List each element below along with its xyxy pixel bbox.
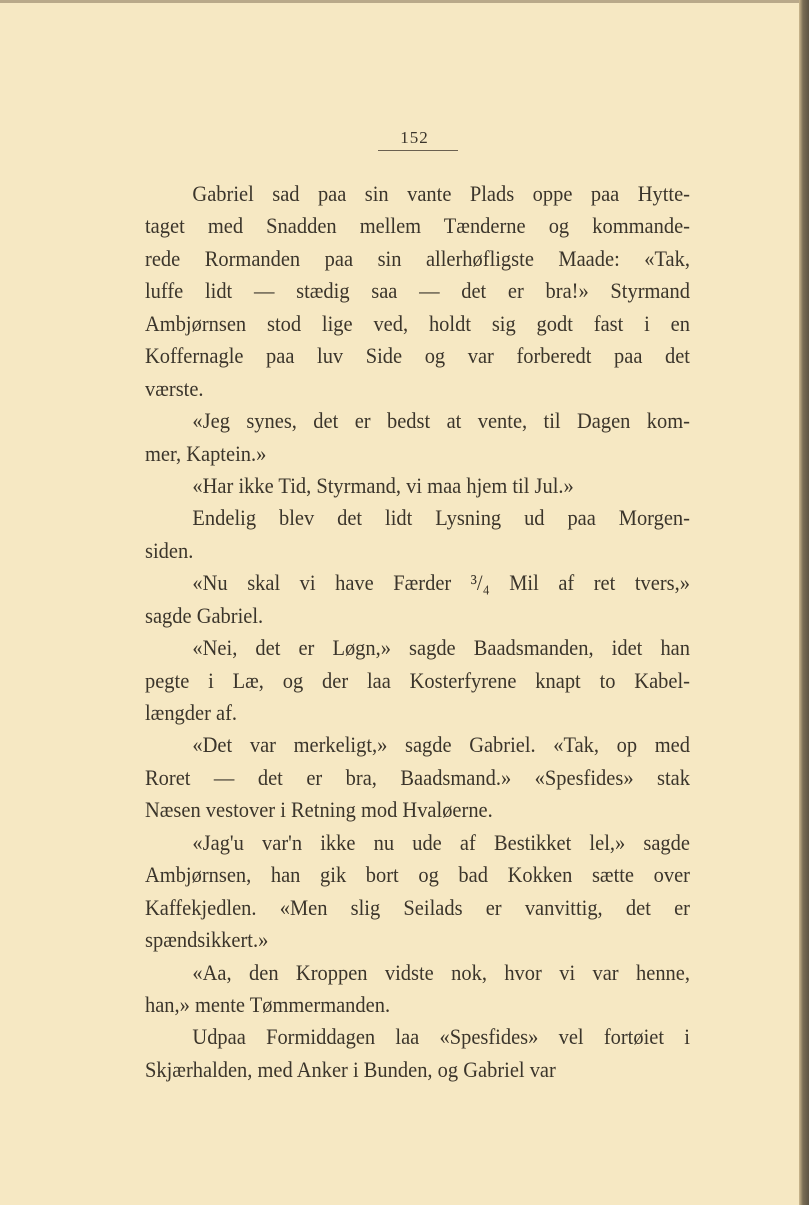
- text-line: Udpaa Formiddagen laa «Spesfides» vel fortøiet i: [192, 1024, 690, 1050]
- text-line: Koffernagle paa luv Side og var forberedt paa det: [145, 343, 690, 369]
- text-line: siden.: [145, 537, 194, 563]
- text-line: Gabriel sad paa sin vante Plads oppe paa Hytte-: [192, 181, 690, 206]
- text-line: luffe lidt — stædig saa — det er bra!» Styrmand: [145, 278, 690, 304]
- text-line: taget med Snadden mellem Tænderne og kommande-: [145, 213, 690, 239]
- text-line: pegte i Læ, og der laa Kosterfyrene knapt to Kabel-: [145, 667, 690, 693]
- text-line: «Nei, det er Løgn,» sagde Baadsmanden, idet han: [192, 635, 690, 661]
- text-line: Kaffekjedlen. «Men slig Seilads er vanvittig, det er: [145, 894, 690, 920]
- text-line: Ambjørnsen stod lige ved, holdt sig godt fast i en: [145, 310, 690, 336]
- header-rule: [378, 150, 458, 151]
- text-line: længder af.: [145, 700, 238, 725]
- text-line: «Jeg synes, det er bedst at vente, til Dagen kom-: [192, 408, 690, 434]
- page-top-edge: [0, 0, 809, 3]
- body-text: [145, 178, 690, 1086]
- paragraph: [145, 957, 690, 1022]
- text-line: «Aa, den Kroppen vidste nok, hvor vi var henne,: [192, 959, 690, 985]
- text-line: værste.: [145, 375, 204, 401]
- text-line: spændsikkert.»: [145, 927, 269, 953]
- text-line: Næsen vestover i Retning mod Hvaløerne.: [145, 797, 493, 823]
- text-line: Endelig blev det lidt Lysning ud paa Morgen-: [192, 505, 690, 531]
- text-line: mer, Kaptein.»: [145, 440, 267, 466]
- paragraph: [145, 502, 690, 567]
- paragraph: [145, 729, 690, 826]
- paragraph: [145, 827, 690, 957]
- text-line: Skjærhalden, med Anker i Bunden, og Gabriel var: [145, 1056, 556, 1082]
- paragraph: [145, 1021, 690, 1086]
- page-number: 152: [400, 128, 429, 147]
- text-line: han,» mente Tømmermanden.: [145, 991, 391, 1017]
- text-line: sagde Gabriel.: [145, 602, 264, 628]
- text-line: «Det var merkeligt,» sagde Gabriel. «Tak, op med: [192, 732, 690, 758]
- text-line: rede Rormanden paa sin allerhøfligste Maade: «Tak,: [145, 245, 690, 271]
- text-line: «Har ikke Tid, Styrmand, vi maa hjem til Jul.»: [192, 472, 574, 498]
- book-binding-edge: [799, 0, 809, 1205]
- paragraph: [145, 632, 690, 729]
- text-line: Roret — det er bra, Baadsmand.» «Spesfides» stak: [145, 764, 690, 790]
- paragraph: [145, 470, 690, 502]
- text-line: «Jag'u var'n ikke nu ude af Bestikket lel,» sagde: [192, 829, 690, 855]
- text-line: «Nu skal vi have Færder ³/₄ Mil af ret tvers,»: [192, 570, 690, 596]
- text-line: Ambjørnsen, han gik bort og bad Kokken sætte over: [145, 862, 690, 888]
- paragraph: [145, 567, 690, 632]
- paragraph: [145, 405, 690, 470]
- paragraph: [145, 178, 690, 405]
